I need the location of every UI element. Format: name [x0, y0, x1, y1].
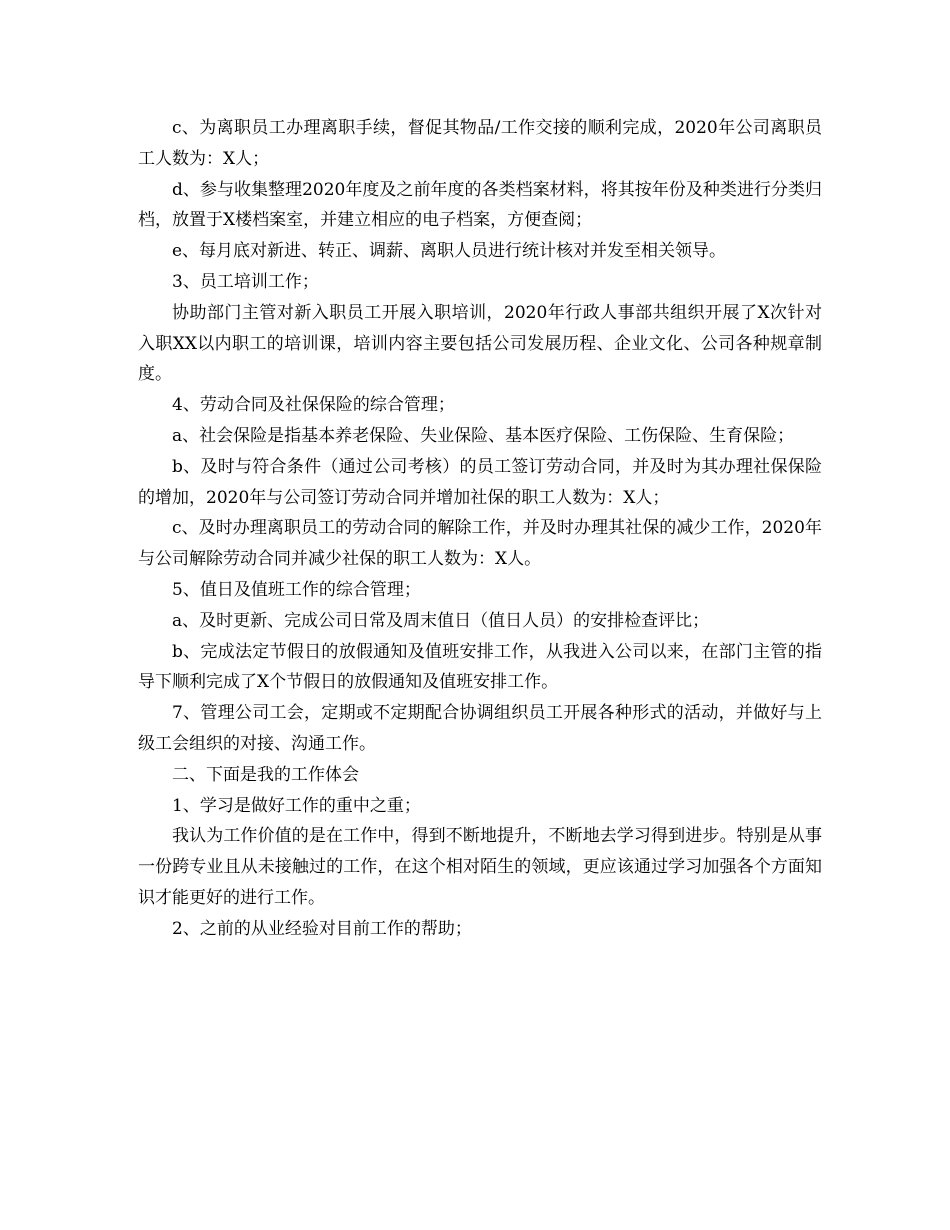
heading-duty-management: 5、值日及值班工作的综合管理； — [172, 579, 421, 600]
heading-work-experience: 二、下面是我的工作体会 — [172, 764, 359, 785]
paragraph-c-resignation: c、为离职员工办理离职手续，督促其物品/工作交接的顺利完成，2020年公司离职员工人数为：X人； — [138, 118, 822, 169]
paragraph-a-duty-schedule: a、及时更新、完成公司日常及周末值日（值日人员）的安排检查评比； — [172, 610, 710, 631]
paragraph-training: 协助部门主管对新入职员工开展入职培训，2020年行政人事部共组织开展了X次针对入职XX以内职工的培训课，培训内容主要包括公司发展历程、企业文化、公司各种规章制度。 — [138, 302, 822, 385]
heading-learning: 1、学习是做好工作的重中之重； — [172, 795, 421, 816]
paragraph-b-holiday-notice: b、完成法定节假日的放假通知及值班安排工作，从我进入公司以来，在部门主管的指导下顺利完成了X个节假日的放假通知及值班安排工作。 — [138, 641, 822, 693]
heading-labor-contract: 4、劳动合同及社保保险的综合管理； — [172, 395, 455, 416]
paragraph-labor-union: 7、管理公司工会，定期或不定期配合协调组织员工开展各种形式的活动，并做好与上级工会组织的对接、沟通工作。 — [138, 703, 822, 754]
paragraph-c-contract-termination: c、及时办理离职员工的劳动合同的解除工作，并及时办理其社保的减少工作，2020年与公司解除劳动合同并减少社保的职工人数为：X人。 — [138, 518, 822, 570]
paragraph-e-monthly-stats: e、每月底对新进、转正、调薪、离职人员进行统计核对并发至相关领导。 — [172, 241, 727, 262]
paragraph-learning: 我认为工作价值的是在工作中，得到不断地提升，不断地去学习得到进步。特别是从事一份跨专业且从未接触过的工作，在这个相对陌生的领域，更应该通过学习加强各个方面知识才能更好的进行工作。 — [138, 826, 822, 908]
paragraph-b-contract-signing: b、及时与符合条件（通过公司考核）的员工签订劳动合同，并及时为其办理社保保险的增加，2020年与公司签订劳动合同并增加社保的职工人数为：X人； — [138, 456, 822, 508]
paragraph-a-social-insurance: a、社会保险是指基本养老保险、失业保险、基本医疗保险、工伤保险、生育保险； — [172, 425, 795, 446]
heading-previous-experience: 2、之前的从业经验对目前工作的帮助； — [172, 918, 472, 939]
document-page — [138, 113, 822, 945]
paragraph-d-archives: d、参与收集整理2020年度及之前年度的各类档案材料，将其按年份及种类进行分类归档，放置于X楼档案室，并建立相应的电子档案，方便查阅； — [138, 179, 822, 231]
heading-employee-training: 3、员工培训工作； — [172, 271, 319, 292]
